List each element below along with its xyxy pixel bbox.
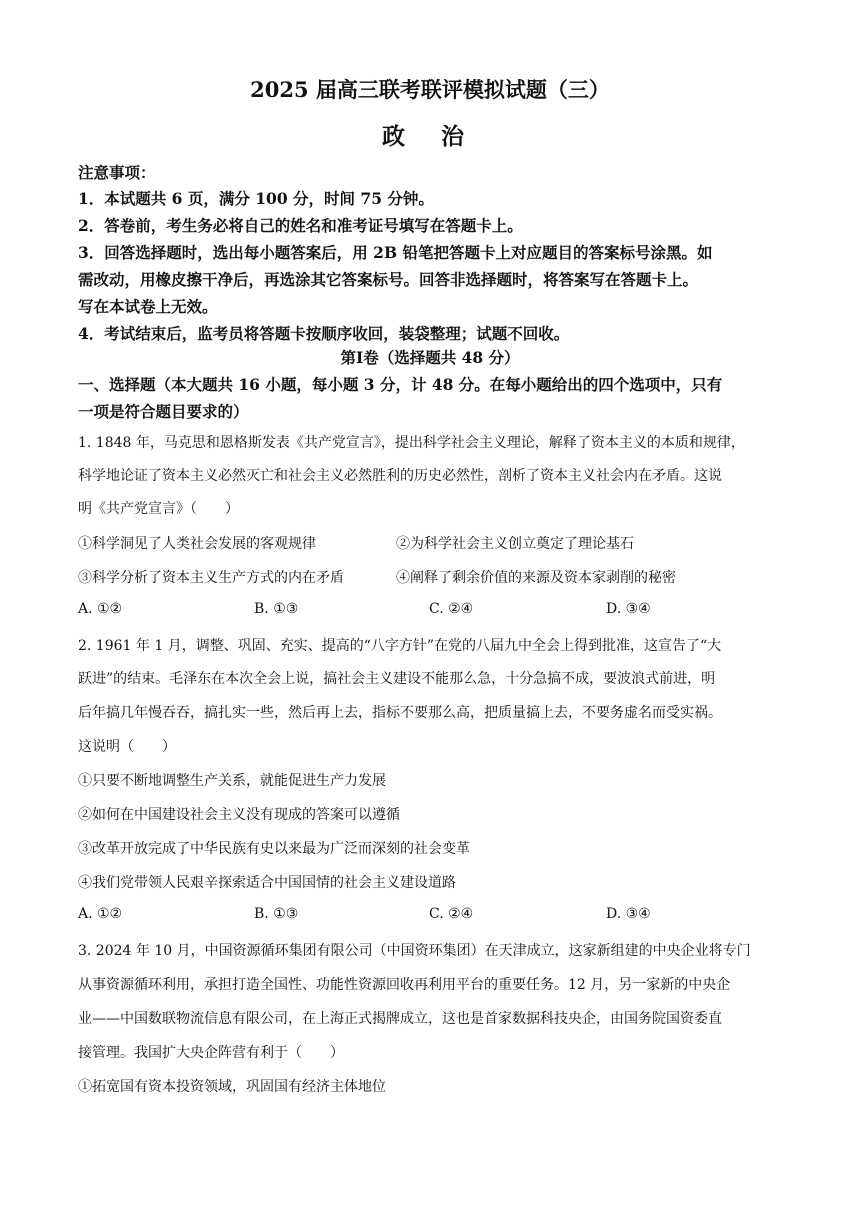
note-item: 1．本试题共 6 页，满分 100 分，时间 75 分钟。	[78, 189, 434, 208]
question-1-statement: ③科学分析了资本主义生产方式的内在矛盾	[78, 570, 344, 586]
question-1-text: 科学地论证了资本主义必然灭亡和社会主义必然胜利的历史必然性，剖析了资本主义社会内在矛盾。这说	[78, 468, 722, 484]
question-1-option-a[interactable]: A. ①②	[78, 601, 123, 617]
question-3-text: 接管理。我国扩大央企阵营有利于（ ）	[78, 1045, 344, 1061]
question-1-statement: ②为科学社会主义创立奠定了理论基石	[396, 536, 634, 552]
note-item: 4．考试结束后，监考员将答题卡按顺序收回，装袋整理；试题不回收。	[78, 324, 570, 343]
section-instruction: 一、选择题（本大题共 16 小题，每小题 3 分，计 48 分。在每小题给出的四个选项中，只有	[78, 375, 723, 394]
question-2-option-c[interactable]: C. ②④	[429, 906, 474, 922]
question-2-text: 后年搞几年慢吞吞，搞扎实一些，然后再上去，指标不要那么高，把质量搞上去，不要务虚名而受实祸。	[78, 705, 722, 721]
note-item: 2．答卷前，考生务必将自己的姓名和准考证号填写在答题卡上。	[78, 216, 523, 235]
question-3-statement: ①拓宽国有资本投资领域，巩固国有经济主体地位	[78, 1079, 386, 1095]
question-1-option-b[interactable]: B. ①③	[254, 601, 299, 617]
question-2-statement: ④我们党带领人民艰辛探索适合中国国情的社会主义建设道路	[78, 875, 456, 891]
question-3-text: 从事资源循环利用，承担打造全国性、功能性资源回收再利用平台的重要任务。12 月，另一家新的中央企	[78, 977, 731, 993]
section-title: 第Ⅰ卷（选择题共 48 分）	[340, 348, 520, 367]
question-1-statement: ④阐释了剩余价值的来源及资本家剥削的秘密	[396, 570, 676, 586]
note-item: 写在本试卷上无效。	[78, 297, 218, 316]
question-1-statement: ①科学洞见了人类社会发展的客观规律	[78, 536, 316, 552]
question-2-text: 这说明（ ）	[78, 739, 176, 755]
note-item: 需改动，用橡皮擦干净后，再选涂其它答案标号。回答非选择题时，将答案写在答题卡上。	[78, 270, 699, 289]
note-item: 3．回答选择题时，选出每小题答案后，用 2B 铅笔把答题卡上对应题目的答案标号涂黑。如	[78, 243, 713, 262]
question-2-option-a[interactable]: A. ①②	[78, 906, 123, 922]
question-2-text: 2. 1961 年 1 月，调整、巩固、充实、提高的“八字方针”在党的八届九中全会上得到批准，这宣告了“大	[78, 638, 722, 654]
question-1-text: 1. 1848 年，马克思和恩格斯发表《共产党宣言》，提出科学社会主义理论，解释了资本主义的本质和规律，	[78, 435, 745, 451]
question-1-text: 明《共产党宣言》（ ）	[78, 501, 239, 517]
question-2-text: 跃进”的结束。毛泽东在本次全会上说，搞社会主义建设不能那么急，十分急搞不成，要波浪式前进，明	[78, 671, 716, 687]
question-2-option-b[interactable]: B. ①③	[254, 906, 299, 922]
question-2-statement: ①只要不断地调整生产关系，就能促进生产力发展	[78, 773, 386, 789]
section-instruction: 一项是符合题目要求的）	[78, 402, 249, 421]
question-2-statement: ②如何在中国建设社会主义没有现成的答案可以遵循	[78, 807, 400, 823]
question-2-statement: ③改革开放完成了中华民族有史以来最为广泛而深刻的社会变革	[78, 841, 470, 857]
subject-title: 政 治	[381, 123, 478, 150]
exam-title: 2025 届高三联考联评模拟试题（三）	[250, 77, 610, 102]
question-3-text: 业——中国数联物流信息有限公司，在上海正式揭牌成立，这也是首家数据科技央企，由国务院国资委直	[78, 1011, 722, 1027]
notes-heading: 注意事项：	[78, 163, 156, 182]
question-1-option-d[interactable]: D. ③④	[606, 601, 651, 617]
question-1-option-c[interactable]: C. ②④	[429, 601, 474, 617]
question-2-option-d[interactable]: D. ③④	[606, 906, 651, 922]
question-3-text: 3. 2024 年 10 月，中国资源循环集团有限公司（中国资环集团）在天津成立，这家新组建的中央企业将专门	[78, 943, 751, 959]
